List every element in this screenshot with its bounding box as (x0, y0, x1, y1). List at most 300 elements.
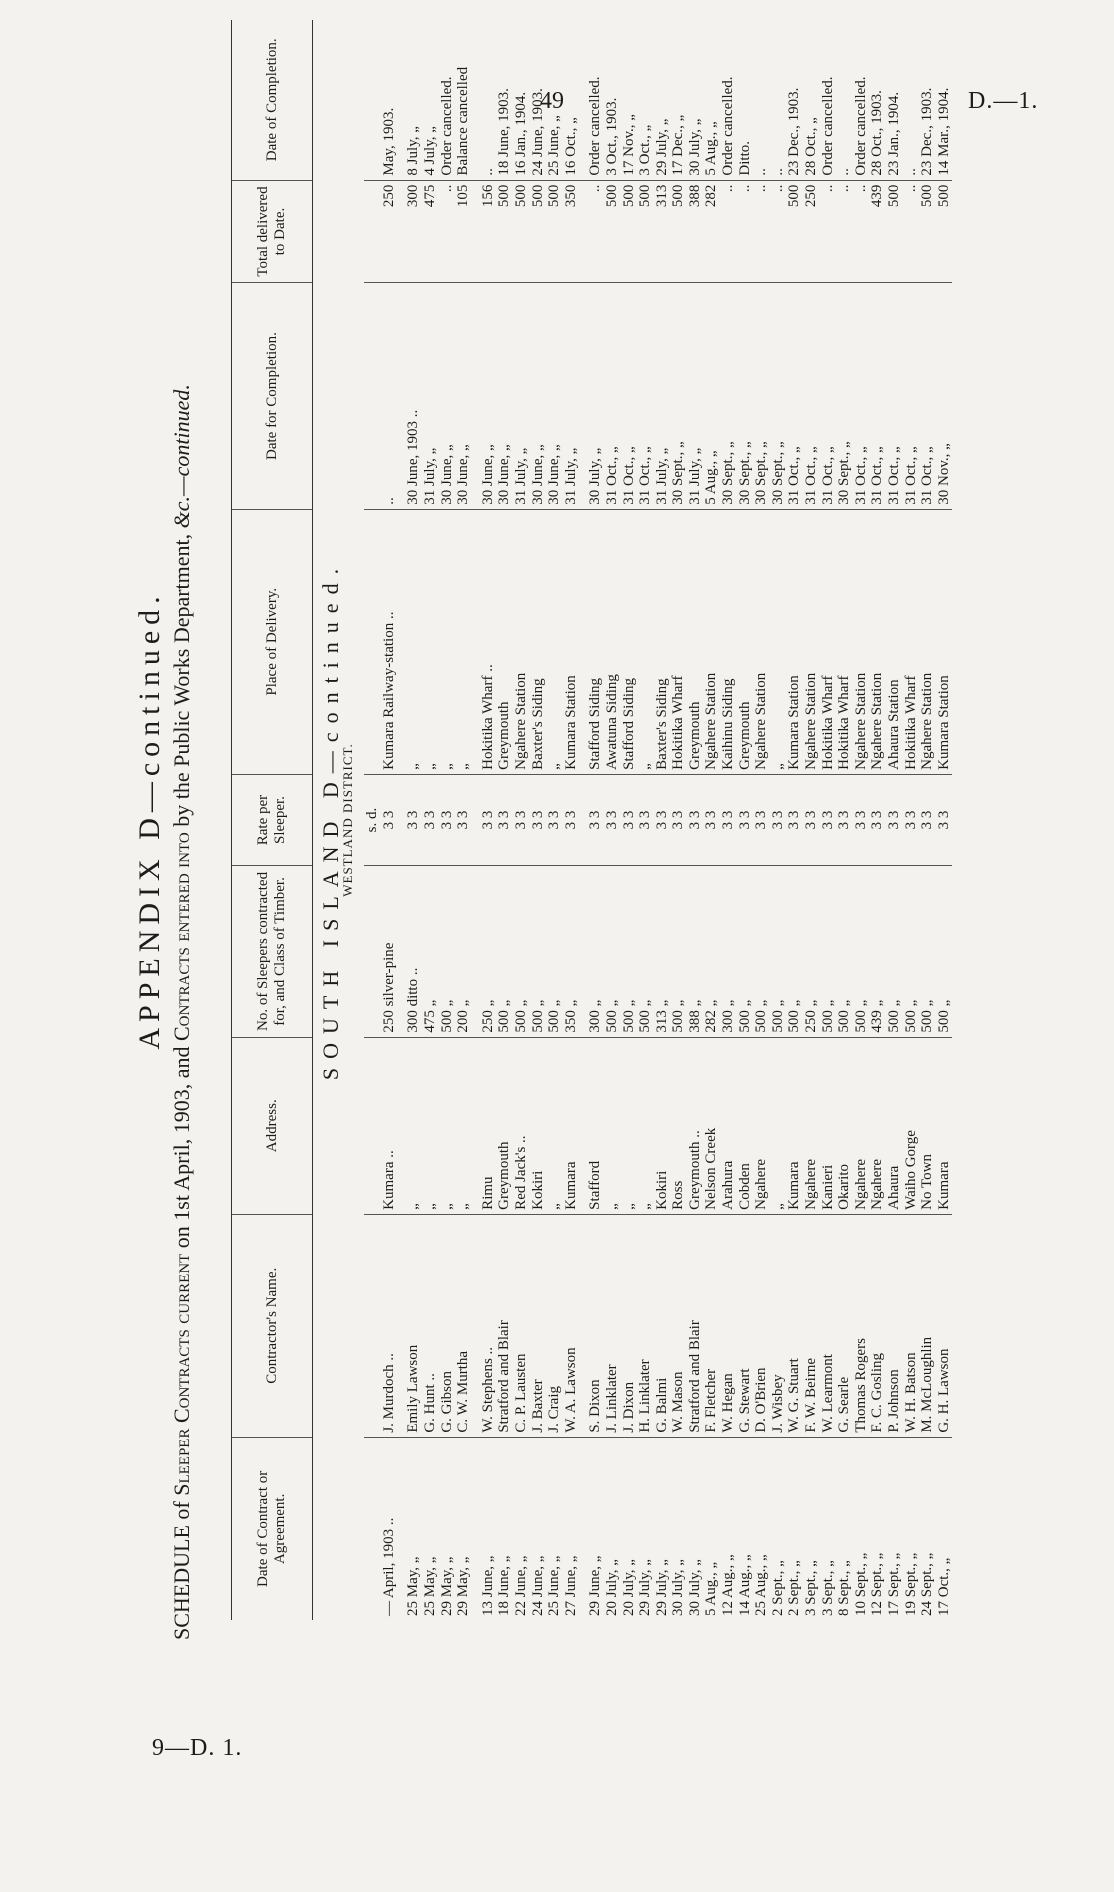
contractor-name: G. H. Lawson (936, 1214, 953, 1437)
date-for-completion: 30 Nov., „ (936, 283, 953, 509)
contractor-name: F. Fletcher (703, 1214, 720, 1437)
rate-per-sleeper: 3 3 (886, 774, 903, 865)
contractor-name: J. Craig (546, 1214, 563, 1437)
total-delivered: .. (820, 180, 837, 283)
header-date-for-completion: Date for Completion. (232, 283, 313, 509)
sleeper-count: 500 „ (786, 866, 803, 1037)
contractor-address: Kumara (786, 1037, 803, 1214)
sleeper-count: 500 „ (439, 866, 456, 1037)
table-row (587, 20, 604, 1620)
rate-per-sleeper: 3 3 (903, 774, 920, 865)
rate-per-sleeper: 3 3 (455, 774, 472, 865)
date-for-completion: 30 June, „ (546, 283, 563, 509)
contractor-address: Ngahere (803, 1037, 820, 1214)
rate-units: s. d. (364, 774, 381, 865)
date-of-completion: 29 July, „ (654, 20, 671, 180)
place-of-delivery: Kumara Station (563, 509, 580, 774)
contract-date: 29 May, „ (455, 1556, 472, 1616)
sleeper-count: 500 „ (670, 866, 687, 1037)
total-delivered: 105 (455, 180, 472, 283)
date-for-completion: .. (381, 283, 398, 509)
rate-per-sleeper: 3 3 (803, 774, 820, 865)
place-of-delivery: „ (770, 509, 787, 774)
date-for-completion: 31 Oct., „ (903, 283, 920, 509)
contractor-address: Cobden (737, 1037, 754, 1214)
table-row (480, 20, 497, 1620)
place-of-delivery: Hokitika Wharf .. (480, 509, 497, 774)
date-for-completion: 31 Oct., „ (803, 283, 820, 509)
rate-per-sleeper: 3 3 (480, 774, 497, 865)
appendix-title: APPENDIX D—continued. (133, 590, 166, 1050)
place-of-delivery: Ngahere Station (753, 509, 770, 774)
date-of-completion: 23 Dec., 1903. (919, 20, 936, 180)
contract-date: 30 July, „ (686, 1559, 703, 1616)
date-of-completion: .. (770, 20, 787, 180)
place-of-delivery: Hokitika Wharf (670, 509, 687, 774)
contractor-name: Thomas Rogers (853, 1214, 870, 1437)
contractor-name: J. Baxter (530, 1214, 547, 1437)
contractor-name: M. McLoughlin (919, 1214, 936, 1437)
place-of-delivery: „ (422, 509, 439, 774)
contractor-name: W. Stephens .. (480, 1214, 497, 1437)
date-of-completion: 28 Oct., 1903. (869, 20, 886, 180)
contract-date: 3 Sept., „ (819, 1560, 836, 1616)
place-of-delivery: Ngahere Station (513, 509, 530, 774)
sleeper-count: 500 „ (530, 866, 547, 1037)
table-row (637, 20, 654, 1620)
total-delivered: 388 (687, 180, 704, 283)
date-for-completion: 31 Oct., „ (621, 283, 638, 509)
date-for-completion: 30 Sept., „ (753, 283, 770, 509)
table-row (703, 20, 720, 1620)
date-of-completion: 17 Nov., „ (621, 20, 638, 180)
contractor-name: W. H. Batson (903, 1214, 920, 1437)
rate-per-sleeper: 3 3 (496, 774, 513, 865)
subtitle-part-1: SCHEDULE of (169, 1495, 194, 1640)
contractor-name: P. Johnson (886, 1214, 903, 1437)
contract-date: 5 Aug., „ (703, 1561, 720, 1616)
total-delivered: 500 (786, 180, 803, 283)
place-of-delivery: Ngahere Station (869, 509, 886, 774)
header-address: Address. (232, 1037, 313, 1214)
rate-per-sleeper: 3 3 (563, 774, 580, 865)
place-of-delivery: Greymouth (496, 509, 513, 774)
place-of-delivery: Baxter's Siding (530, 509, 547, 774)
date-for-completion: 31 July, „ (513, 283, 530, 509)
sleeper-count: 500 „ (496, 866, 513, 1037)
date-of-completion: .. (753, 20, 770, 180)
table-row (737, 20, 754, 1620)
date-of-completion: 4 July, „ (422, 20, 439, 180)
total-delivered: .. (770, 180, 787, 283)
header-rate: Rate per Sleeper. (232, 774, 313, 865)
place-of-delivery: Kumara Railway-station .. (381, 509, 398, 774)
total-delivered: 250 (803, 180, 820, 283)
row-spacer (472, 20, 480, 1620)
table-row (803, 20, 820, 1620)
date-for-completion: 30 June, „ (496, 283, 513, 509)
table-row (836, 20, 853, 1620)
sleeper-count: 300 „ (720, 866, 737, 1037)
sleeper-count: 500 „ (886, 866, 903, 1037)
contract-date: 25 June, „ (546, 1555, 563, 1616)
place-of-delivery: „ (455, 509, 472, 774)
header-place: Place of Delivery. (232, 509, 313, 774)
row-spacer (397, 20, 405, 1620)
total-delivered: .. (836, 180, 853, 283)
date-for-completion: 30 Sept., „ (836, 283, 853, 509)
sleeper-count: 500 „ (637, 866, 654, 1037)
date-of-completion: .. (903, 20, 920, 180)
date-for-completion: 31 Oct., „ (604, 283, 621, 509)
contract-date: 18 June, „ (496, 1555, 513, 1616)
contractor-name: S. Dixon (587, 1214, 604, 1437)
section-island-heading: SOUTH ISLAND D—continued. (318, 559, 343, 1081)
date-of-completion: 28 Oct., „ (803, 20, 820, 180)
contractor-address: Kanieri (820, 1037, 837, 1214)
date-of-completion: 18 June, 1903. (496, 20, 513, 180)
date-for-completion: 30 Sept., „ (670, 283, 687, 509)
date-for-completion: 31 July, „ (563, 283, 580, 509)
header-date-of-completion: Date of Completion. (232, 20, 313, 180)
section-district-heading: WESTLAND DISTRICT. (339, 743, 355, 897)
total-delivered: 500 (637, 180, 654, 283)
date-of-completion: 16 Oct., „ (563, 20, 580, 180)
rate-per-sleeper: 3 3 (919, 774, 936, 865)
subtitle-continued: &c.—continued. (169, 384, 194, 529)
sleeper-count: 388 „ (687, 866, 704, 1037)
contractor-address: Kumara (936, 1037, 953, 1214)
table-row (786, 20, 803, 1620)
date-of-completion: 25 June, „ (546, 20, 563, 180)
sleeper-count: 313 „ (654, 866, 671, 1037)
total-delivered: 500 (513, 180, 530, 283)
rate-per-sleeper: 3 3 (786, 774, 803, 865)
date-of-completion: Order cancelled. (439, 20, 456, 180)
date-of-completion: 16 Jan., 1904. (513, 20, 530, 180)
date-of-completion: .. (480, 20, 497, 180)
rate-per-sleeper: 3 3 (703, 774, 720, 865)
sleeper-count: 250 silver-pine (381, 866, 398, 1037)
date-for-completion: 31 Oct., „ (886, 283, 903, 509)
contractor-address: Kokiri (654, 1037, 671, 1214)
contractor-address: „ (621, 1037, 638, 1214)
contractor-name: G. Searle (836, 1214, 853, 1437)
contractor-name: W. A. Lawson (563, 1214, 580, 1437)
page-number: 49 (540, 88, 564, 114)
total-delivered: 500 (546, 180, 563, 283)
place-of-delivery: Ahaura Station (886, 509, 903, 774)
rate-per-sleeper: 3 3 (381, 774, 398, 865)
contractor-name: W. Mason (670, 1214, 687, 1437)
section-island-row (313, 20, 340, 1620)
table-row (563, 20, 580, 1620)
sleeper-count: 500 „ (836, 866, 853, 1037)
rate-per-sleeper: 3 3 (422, 774, 439, 865)
place-of-delivery: Baxter's Siding (654, 509, 671, 774)
total-delivered: 350 (563, 180, 580, 283)
place-of-delivery: „ (546, 509, 563, 774)
sleeper-count: 282 „ (703, 866, 720, 1037)
table-row (654, 20, 671, 1620)
total-delivered: 500 (604, 180, 621, 283)
contractor-address: Ngahere (869, 1037, 886, 1214)
date-for-completion: 30 June, „ (530, 283, 547, 509)
sleeper-count: 250 „ (803, 866, 820, 1037)
table-row (919, 20, 936, 1620)
contractor-name: J. Linklater (604, 1214, 621, 1437)
contract-date: 29 July, „ (637, 1559, 654, 1616)
total-delivered: .. (587, 180, 604, 283)
sleeper-count: 200 „ (455, 866, 472, 1037)
table-row (422, 20, 439, 1620)
contractor-name: G. Gibson (439, 1214, 456, 1437)
contract-date: 29 July, „ (653, 1559, 670, 1616)
header-sleepers: No. of Sleepers contracted for, and Class of Timber. (232, 866, 313, 1037)
sleeper-count: 250 „ (480, 866, 497, 1037)
contract-date: 17 Oct., „ (935, 1557, 952, 1616)
sleeper-count: 500 „ (903, 866, 920, 1037)
contract-date: 19 Sept., „ (902, 1552, 919, 1616)
contract-date: 22 June, „ (512, 1555, 529, 1616)
total-delivered: 500 (496, 180, 513, 283)
rate-per-sleeper: 3 3 (513, 774, 530, 865)
place-of-delivery: Kumara Station (936, 509, 953, 774)
place-of-delivery: Greymouth (737, 509, 754, 774)
contractor-address: Rimu (480, 1037, 497, 1214)
contract-date: 12 Aug., „ (720, 1554, 737, 1616)
rate-per-sleeper: 3 3 (853, 774, 870, 865)
contractor-name: Stratford and Blair (687, 1214, 704, 1437)
sheet-reference: 9—D. 1. (152, 1735, 243, 1761)
contractor-address: No Town (919, 1037, 936, 1214)
place-of-delivery: Kumara Station (786, 509, 803, 774)
date-for-completion: 30 June, 1903 .. (405, 283, 422, 509)
date-for-completion: 30 Sept., „ (770, 283, 787, 509)
contract-date: 17 Sept., „ (886, 1552, 902, 1616)
contractor-address: Ngahere (753, 1037, 770, 1214)
sleeper-count: 300 „ (587, 866, 604, 1037)
contractor-address: Stafford (587, 1037, 604, 1214)
place-of-delivery: „ (637, 509, 654, 774)
table-row (381, 20, 398, 1620)
contract-date: 24 June, „ (529, 1555, 546, 1616)
date-of-completion: 5 Aug., „ (703, 20, 720, 180)
sleeper-count: 500 „ (621, 866, 638, 1037)
total-delivered: .. (903, 180, 920, 283)
header-total-delivered: Total delivered to Date. (232, 180, 313, 283)
place-of-delivery: Awatuna Siding (604, 509, 621, 774)
contract-date: 13 June, „ (479, 1555, 496, 1616)
total-delivered: 282 (703, 180, 720, 283)
total-delivered: 500 (886, 180, 903, 283)
header-row (232, 20, 313, 1620)
subtitle-smallcaps-1: Sleeper Contracts current (169, 1253, 194, 1496)
contractor-name: C. P. Lausten (513, 1214, 530, 1437)
contract-date: 2 Sept., „ (786, 1560, 803, 1616)
contract-date: 29 June, „ (587, 1555, 604, 1616)
contract-date: — April, 1903 .. (380, 1517, 397, 1616)
date-of-completion: May, 1903. (381, 20, 398, 180)
rate-per-sleeper: 3 3 (820, 774, 837, 865)
table-row (670, 20, 687, 1620)
total-delivered: 313 (654, 180, 671, 283)
table-row (513, 20, 530, 1620)
contractor-name: F. C. Gosling (869, 1214, 886, 1437)
total-delivered: 439 (869, 180, 886, 283)
sleeper-count: 500 „ (546, 866, 563, 1037)
place-of-delivery: Hokitika Wharf (820, 509, 837, 774)
contractor-name: D. O'Brien (753, 1214, 770, 1437)
date-for-completion: 31 July, „ (422, 283, 439, 509)
sleeper-count: 500 „ (919, 866, 936, 1037)
table-row (687, 20, 704, 1620)
total-delivered: 475 (422, 180, 439, 283)
contractor-name: H. Linklater (637, 1214, 654, 1437)
place-of-delivery: Greymouth (687, 509, 704, 774)
sleeper-count: 350 „ (563, 866, 580, 1037)
contractor-name: Stratford and Blair (496, 1214, 513, 1437)
date-for-completion: 31 July, „ (687, 283, 704, 509)
rate-per-sleeper: 3 3 (869, 774, 886, 865)
total-delivered: 500 (919, 180, 936, 283)
contract-date: 12 Sept., „ (869, 1552, 886, 1616)
header-date: Date of Contract or Agreement. (232, 1437, 313, 1620)
subtitle-part-2: on 1st April, 1903, and (169, 1041, 194, 1254)
table-row (853, 20, 870, 1620)
rate-per-sleeper: 3 3 (670, 774, 687, 865)
contract-date: 20 July, „ (603, 1559, 620, 1616)
contractor-name: C. W. Murtha (455, 1214, 472, 1437)
contractor-name: W. Learmont (820, 1214, 837, 1437)
header-contractor: Contractor's Name. (232, 1214, 313, 1437)
contractor-name: G. Balmi (654, 1214, 671, 1437)
date-for-completion: 5 Aug., „ (703, 283, 720, 509)
contractor-name: W. Hegan (720, 1214, 737, 1437)
table-row (546, 20, 563, 1620)
place-of-delivery: Hokitika Wharf (903, 509, 920, 774)
contractor-address: Arahura (720, 1037, 737, 1214)
contractor-name: F. W. Beirne (803, 1214, 820, 1437)
sleeper-count: 500 „ (513, 866, 530, 1037)
rate-per-sleeper: 3 3 (405, 774, 422, 865)
subtitle-smallcaps-2: Contracts entered into (169, 832, 194, 1042)
contract-date: 10 Sept., „ (852, 1552, 869, 1616)
contractor-name: Emily Lawson (405, 1214, 422, 1437)
place-of-delivery: Ngahere Station (703, 509, 720, 774)
table-row (903, 20, 920, 1620)
date-of-completion: 17 Dec., „ (670, 20, 687, 180)
rate-per-sleeper: 3 3 (687, 774, 704, 865)
contract-date: 3 Sept., „ (803, 1560, 820, 1616)
table-row (936, 20, 953, 1620)
date-of-completion: 8 July, „ (405, 20, 422, 180)
place-of-delivery: „ (405, 509, 422, 774)
contractor-address: „ (422, 1037, 439, 1214)
total-delivered: 250 (381, 180, 398, 283)
sleeper-count: 500 „ (770, 866, 787, 1037)
sleeper-count: 439 „ (869, 866, 886, 1037)
place-of-delivery: Ngahere Station (803, 509, 820, 774)
contractor-address: „ (405, 1037, 422, 1214)
total-delivered: .. (853, 180, 870, 283)
contractor-address: „ (637, 1037, 654, 1214)
sleeper-count: 500 „ (737, 866, 754, 1037)
date-of-completion: 3 Oct., 1903. (604, 20, 621, 180)
sleeper-count: 500 „ (753, 866, 770, 1037)
contractor-address: Kumara (563, 1037, 580, 1214)
contractor-name: J. Dixon (621, 1214, 638, 1437)
contractor-address: Kumara .. (381, 1037, 398, 1214)
contract-date: 25 May, „ (405, 1556, 422, 1616)
date-for-completion: 30 June, „ (439, 283, 456, 509)
contractor-address: „ (604, 1037, 621, 1214)
place-of-delivery: Ngahere Station (919, 509, 936, 774)
rate-per-sleeper: 3 3 (654, 774, 671, 865)
contractor-name: J. Murdoch .. (381, 1214, 398, 1437)
date-of-completion: 23 Jan., 1904. (886, 20, 903, 180)
date-of-completion: Order cancelled. (720, 20, 737, 180)
contractor-address: Ngahere (853, 1037, 870, 1214)
contractor-address: Okarito (836, 1037, 853, 1214)
place-of-delivery: „ (439, 509, 456, 774)
rate-per-sleeper: 3 3 (621, 774, 638, 865)
table-row (530, 20, 547, 1620)
rate-per-sleeper: 3 3 (836, 774, 853, 865)
date-for-completion: 30 July, „ (587, 283, 604, 509)
rate-per-sleeper: 3 3 (936, 774, 953, 865)
table-row (455, 20, 472, 1620)
place-of-delivery: Stafford Siding (587, 509, 604, 774)
contractor-name: G. Hunt .. (422, 1214, 439, 1437)
date-of-completion: Order cancelled. (587, 20, 604, 180)
date-of-completion: .. (836, 20, 853, 180)
date-for-completion: 31 Oct., „ (820, 283, 837, 509)
sleeper-count: 300 ditto .. (405, 866, 422, 1037)
date-of-completion: 24 June, 1903. (530, 20, 547, 180)
contractor-address: Greymouth .. (687, 1037, 704, 1214)
contract-date: 27 June, „ (562, 1555, 579, 1616)
contract-date: 24 Sept., „ (919, 1552, 936, 1616)
date-of-completion: Ditto. (737, 20, 754, 180)
rate-per-sleeper: 3 3 (530, 774, 547, 865)
total-delivered: 500 (670, 180, 687, 283)
contractor-address: „ (546, 1037, 563, 1214)
rate-per-sleeper: 3 3 (737, 774, 754, 865)
contractor-address: Ross (670, 1037, 687, 1214)
table-row (439, 20, 456, 1620)
date-for-completion: 31 Oct., „ (919, 283, 936, 509)
schedule-subtitle (169, 0, 195, 1640)
table-row (621, 20, 638, 1620)
contractor-name: W. G. Stuart (786, 1214, 803, 1437)
total-delivered: 300 (405, 180, 422, 283)
table-row (720, 20, 737, 1620)
section-district-row (340, 20, 365, 1620)
contractor-address: „ (455, 1037, 472, 1214)
total-delivered: .. (753, 180, 770, 283)
contractor-name: G. Stewart (737, 1214, 754, 1437)
table-row (770, 20, 787, 1620)
rate-per-sleeper: 3 3 (604, 774, 621, 865)
place-of-delivery: Hokitika Wharf (836, 509, 853, 774)
date-for-completion: 31 July, „ (654, 283, 671, 509)
sleeper-count: 500 „ (604, 866, 621, 1037)
rate-per-sleeper: 3 3 (546, 774, 563, 865)
rate-per-sleeper: 3 3 (770, 774, 787, 865)
total-delivered: .. (737, 180, 754, 283)
contractor-name: J. Wisbey (770, 1214, 787, 1437)
